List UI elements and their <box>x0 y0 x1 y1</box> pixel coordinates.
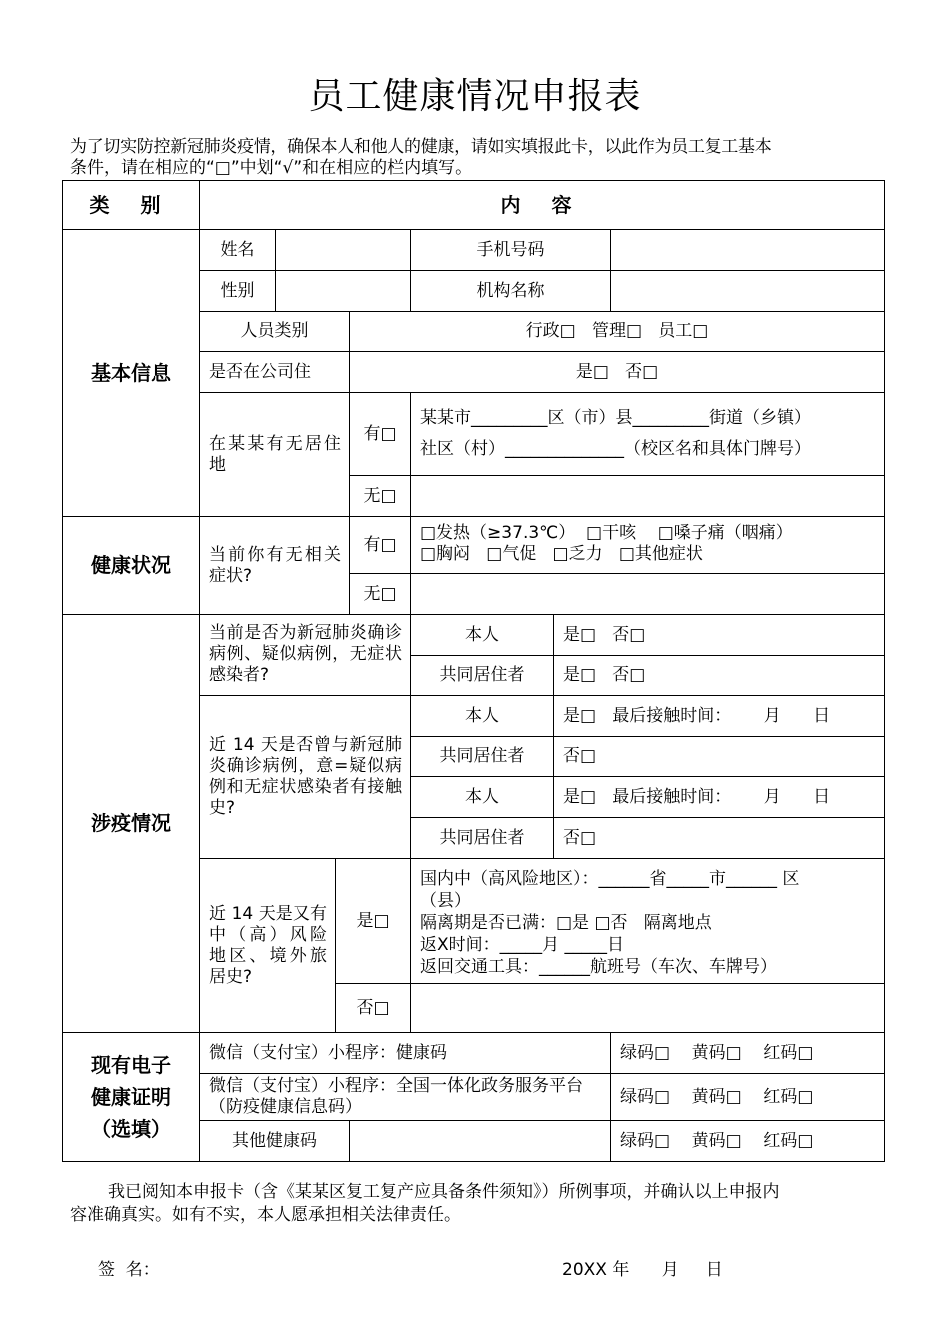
symptom-no-blank <box>411 574 884 615</box>
residence-address[interactable] <box>411 393 884 476</box>
intro-line-2: 条件，请在相应的“□”中划“√”和在相应的栏内填写。 <box>70 158 473 178</box>
org-field[interactable] <box>611 271 884 312</box>
address-line-1: 某某市_________区（市）县_________街道（乡镇） <box>420 408 811 428</box>
cert-label-line-2: 健康证明 <box>91 1085 171 1109</box>
symptom-no-checkbox[interactable]: 无□ <box>350 574 411 615</box>
declaration-statement <box>70 1181 882 1227</box>
travel-line-3: 返Ⅹ时间：_____月 _____日 <box>420 935 625 955</box>
residence-question: 在某某有无居住地 <box>200 393 350 517</box>
contact-self-options[interactable]: 是□ 最后接触时间： 月 日 <box>554 696 884 737</box>
live-company-label: 是否在公司住 <box>200 352 350 393</box>
contact-self-options-2[interactable]: 是□ 最后接触时间： 月 日 <box>554 777 884 818</box>
diagnosis-question: 当前是否为新冠肺炎确诊病例、疑似病例，无症状感染者? <box>200 615 411 696</box>
contact-cohab-label-2: 共同居住者 <box>411 818 554 859</box>
section-health-cert <box>63 1033 200 1161</box>
header-category: 类 别 <box>63 181 200 230</box>
cert-label-line-1: 现有电子 <box>91 1053 171 1077</box>
section-basic-info: 基本信息 <box>63 230 200 517</box>
cert-national-platform: 微信（支付宝）小程序：全国一体化政务服务平台（防疫健康信息码） <box>200 1074 611 1121</box>
cert-row1-codes[interactable]: 绿码□ 黄码□ 红码□ <box>611 1033 884 1074</box>
address-line-2: 社区（村）______________（校区名和具体门牌号） <box>420 439 811 459</box>
symptom-yes-checkbox[interactable]: 有□ <box>350 517 411 574</box>
statement-line-1: 我已阅知本申报卡（含《某某区复工复产应具备条件须知》）所例事项，并确认以上申报内 <box>108 1182 780 1202</box>
header-content: 内 容 <box>200 181 884 230</box>
cert-row2-codes[interactable]: 绿码□ 黄码□ 红码□ <box>611 1074 884 1121</box>
travel-yes-checkbox[interactable]: 是□ <box>336 859 411 984</box>
gender-field[interactable] <box>276 271 411 312</box>
declaration-table <box>62 180 885 1162</box>
section-epidemic: 涉疫情况 <box>63 615 200 1033</box>
section-health: 健康状况 <box>63 517 200 615</box>
diagnosis-cohab-options[interactable]: 是□ 否□ <box>554 656 884 696</box>
residence-yes-checkbox[interactable]: 有□ <box>350 393 411 476</box>
travel-no-checkbox[interactable]: 否□ <box>336 984 411 1033</box>
cert-row3-codes[interactable]: 绿码□ 黄码□ 红码□ <box>620 1130 814 1151</box>
cert-other-code-field[interactable] <box>350 1121 611 1161</box>
contact-question: 近 14 天是否曾与新冠肺炎确诊病例，意=疑似病例和无症状感染者有接触史? <box>200 696 411 859</box>
symptom-line-2: □胸闷 □气促 □乏力 □其他症状 <box>420 544 703 564</box>
diagnosis-cohab-label: 共同居住者 <box>411 656 554 696</box>
org-label: 机构名称 <box>411 271 611 312</box>
symptom-line-1: □发热（≥37.3℃） □干咳 □嗓子痛（咽痛） <box>420 523 793 543</box>
cert-other-code-label: 其他健康码 <box>200 1121 350 1161</box>
residence-no-blank <box>411 476 884 517</box>
travel-details[interactable] <box>411 859 884 984</box>
staff-type-options[interactable]: 行政□ 管理□ 员工□ <box>350 312 884 352</box>
contact-cohab-options-2[interactable]: 否□ <box>554 818 884 859</box>
symptom-options[interactable] <box>411 517 884 574</box>
travel-no-blank <box>411 984 884 1033</box>
form-title: 员工健康情况申报表 <box>308 76 642 117</box>
travel-line-1: 国内中（高风险地区）：______省_____市______ 区 <box>420 869 800 889</box>
date-field[interactable]: 20XX 年 月 日 <box>562 1260 723 1280</box>
statement-line-2: 容准确真实。如有不实，本人愿承担相关法律责任。 <box>70 1205 461 1225</box>
signature-label: 签 名： <box>98 1260 160 1280</box>
intro-text <box>70 137 882 179</box>
phone-label: 手机号码 <box>411 230 611 271</box>
cert-wechat-health-code: 微信（支付宝）小程序：健康码 <box>200 1033 611 1074</box>
staff-type-label: 人员类别 <box>200 312 350 352</box>
contact-cohab-label: 共同居住者 <box>411 737 554 777</box>
contact-self-label: 本人 <box>411 696 554 737</box>
diagnosis-self-label: 本人 <box>411 615 554 656</box>
symptom-question: 当前你有无相关症状? <box>200 517 350 615</box>
live-company-options[interactable]: 是□ 否□ <box>350 352 884 393</box>
residence-no-checkbox[interactable]: 无□ <box>350 476 411 517</box>
intro-line-1: 为了切实防控新冠肺炎疫情，确保本人和他人的健康，请如实填报此卡，以此作为员工复工基本 <box>70 137 772 157</box>
travel-line-1b: （县） <box>420 891 471 911</box>
diagnosis-self-options[interactable]: 是□ 否□ <box>554 615 884 656</box>
cert-label-line-3: （选填） <box>91 1117 171 1141</box>
travel-line-4: 返回交通工具：______航班号（车次、车牌号） <box>420 957 777 977</box>
contact-cohab-options[interactable]: 否□ <box>554 737 884 777</box>
travel-line-2: 隔离期是否已满：□是 □否 隔离地点 <box>420 913 712 933</box>
name-label: 姓名 <box>200 230 276 271</box>
travel-question: 近 14 天是又有中（高）风险地区、境外旅居史? <box>200 859 336 1033</box>
phone-field[interactable] <box>611 230 884 271</box>
contact-self-label-2: 本人 <box>411 777 554 818</box>
name-field[interactable] <box>276 230 411 271</box>
gender-label: 性别 <box>200 271 276 312</box>
